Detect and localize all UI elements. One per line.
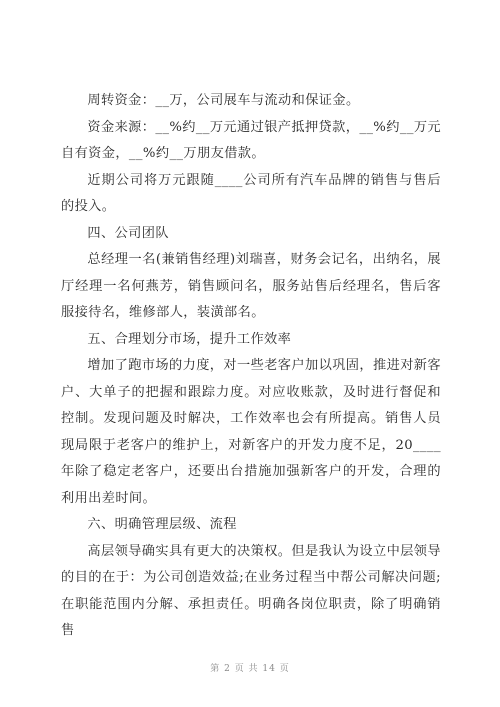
- paragraph-team: 总经理一名(兼销售经理)刘瑞喜，财务会记名，出纳名，展厅经理一名何燕芳，销售顾问名，服务站售后经理名，售后客服接待名，维修部人，装潢部名。: [61, 252, 441, 320]
- paragraph-management: 高层领导确实具有更大的决策权。但是我认为设立中层领导的目的在于：为公司创造效益;在业务过程当中帮公司解决问题;在职能范围内分解、承担责任。明确各岗位职责，除了明确销售: [61, 543, 441, 638]
- section-heading-management: 六、明确管理层级、流程: [87, 517, 237, 532]
- paragraph-working-capital: 周转资金：__万，公司展车与流动和保证金。: [87, 93, 360, 108]
- page-number-footer: 第 2 页 共 14 页: [210, 664, 290, 674]
- paragraph-funding-source: 资金来源：__%约__万元通过银产抵押贷款，__%约__万元自有资金，__%约__万朋友借款。: [61, 119, 441, 161]
- document-body: [61, 88, 441, 645]
- paragraph-recent-investment: 近期公司将万元跟随____公司所有汽车品牌的销售与售后的投入。: [61, 172, 441, 214]
- paragraph-market: 增加了跑市场的力度，对一些老客户加以巩固，推进对新客户、大单子的把握和跟踪力度。对应收账款，及时进行督促和控制。发现问题及时解决，工作效率也会有所提高。销售人员现局限于老客户的维护上，对新客户的开发力度不足，20____年除了稳定老客户，还要出台措施加强新客户的开发，合理的利用出差时间。: [61, 358, 441, 506]
- section-heading-market: 五、合理划分市场，提升工作效率: [87, 331, 292, 347]
- section-heading-team: 四、公司团队: [87, 225, 169, 241]
